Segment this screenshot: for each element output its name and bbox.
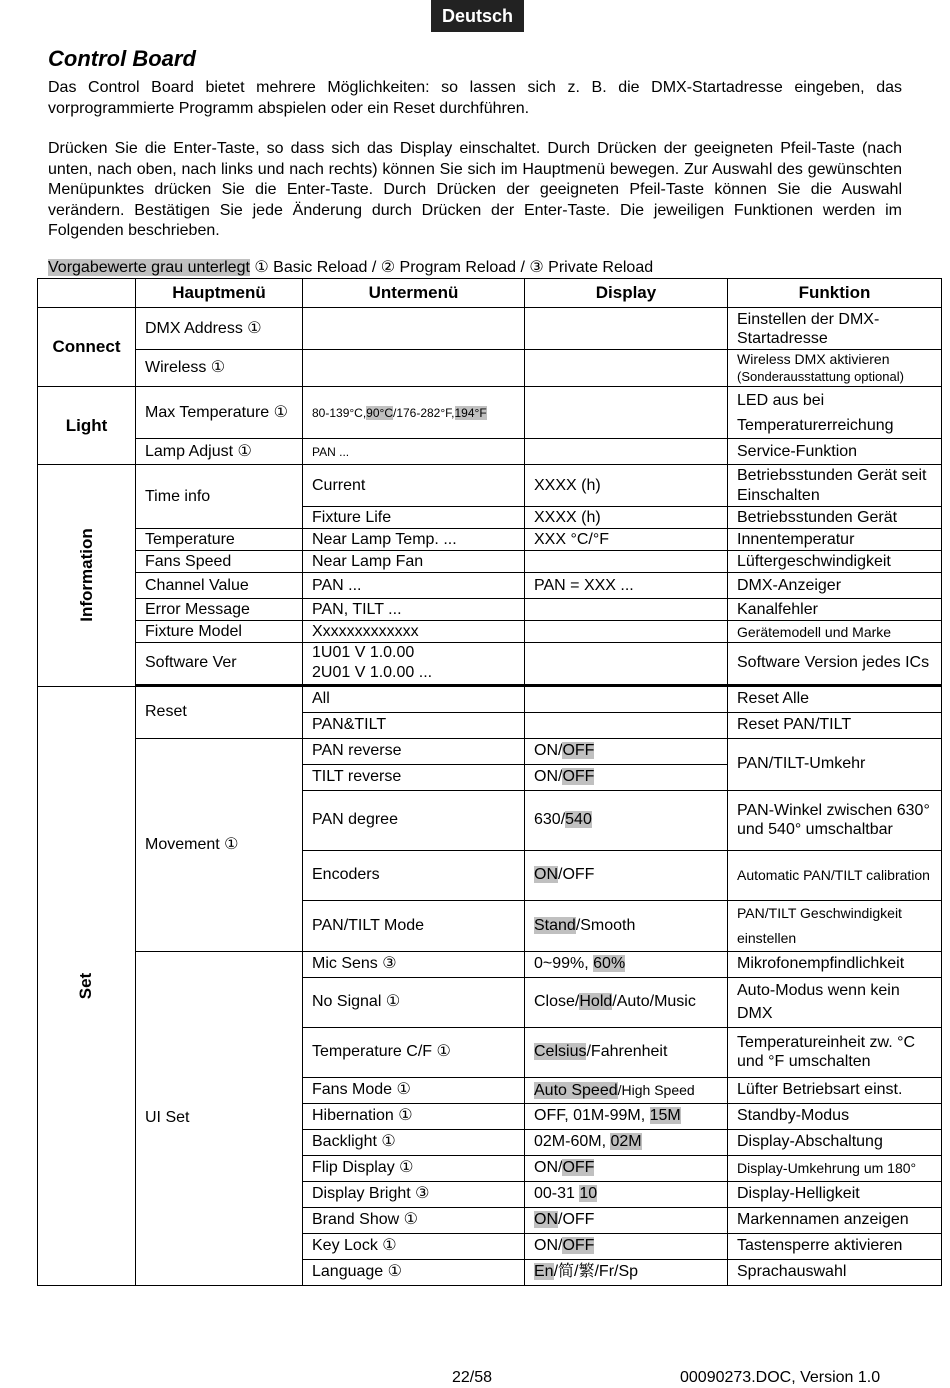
function-cell: Tastensperre aktivieren — [728, 1233, 942, 1259]
submenu-cell: Current — [303, 465, 525, 507]
submenu-cell: PAN, TILT ... — [303, 599, 525, 621]
display-cell: ON/OFF — [525, 738, 728, 764]
display-cell: 02M-60M, 02M — [525, 1129, 728, 1155]
function-cell: Wireless DMX aktivieren (Sonderausstattung optional) — [728, 350, 942, 387]
function-cell: Temperatureinheit zw. °C und °F umschalten — [728, 1027, 942, 1077]
document-version: 00090273.DOC, Version 1.0 — [680, 1369, 881, 1386]
function-cell: PAN/TILT-Umkehr — [728, 738, 942, 790]
menu-item: UI Set — [136, 951, 303, 1285]
display-cell: Stand/Smooth — [525, 900, 728, 951]
display-cell: ON/OFF — [525, 1233, 728, 1259]
display-cell — [525, 350, 728, 387]
table-row — [38, 551, 942, 573]
menu-item: Fixture Model — [136, 621, 303, 643]
display-cell: 0~99%, 60% — [525, 951, 728, 977]
group-connect: Connect — [38, 308, 136, 387]
table-header-row — [38, 279, 942, 308]
submenu-cell: Hibernation ① — [303, 1103, 525, 1129]
table-row — [38, 308, 942, 350]
table-row — [38, 573, 942, 599]
table-row — [38, 387, 942, 439]
submenu-cell: Near Lamp Fan — [303, 551, 525, 573]
table-row — [38, 621, 942, 643]
function-cell: Markennamen anzeigen — [728, 1207, 942, 1233]
function-cell: Sprachauswahl — [728, 1259, 942, 1285]
submenu-cell — [303, 308, 525, 350]
menu-item: Fans Speed — [136, 551, 303, 573]
function-cell: Einstellen der DMX-Startadresse — [728, 308, 942, 350]
header-display: Display — [525, 279, 728, 308]
menu-item: Movement ① — [136, 738, 303, 951]
table-row — [38, 643, 942, 685]
section-title: Control Board — [48, 46, 196, 71]
header-hauptmenu: Hauptmenü — [136, 279, 303, 308]
submenu-cell: Fans Mode ① — [303, 1077, 525, 1103]
menu-item: Reset — [136, 686, 303, 738]
submenu-cell: TILT reverse — [303, 764, 525, 790]
display-cell — [525, 712, 728, 738]
display-cell: 630/540 — [525, 790, 728, 850]
submenu-cell: Encoders — [303, 850, 525, 900]
submenu-cell: Backlight ① — [303, 1129, 525, 1155]
menu-item: Channel Value — [136, 573, 303, 599]
menu-item: DMX Address ① — [136, 308, 303, 350]
group-light: Light — [38, 387, 136, 465]
submenu-cell: No Signal ① — [303, 977, 525, 1027]
submenu-cell — [303, 350, 525, 387]
display-cell: XXXX (h) — [525, 507, 728, 529]
function-cell: Standby-Modus — [728, 1103, 942, 1129]
legend-reload-keys: ① Basic Reload / ② Program Reload / ③ Private Reload — [249, 259, 654, 276]
submenu-cell: All — [303, 686, 525, 712]
display-cell: OFF, 01M-99M, 15M — [525, 1103, 728, 1129]
submenu-cell: PAN degree — [303, 790, 525, 850]
display-cell: ON/OFF — [525, 764, 728, 790]
submenu-cell: Brand Show ① — [303, 1207, 525, 1233]
display-cell — [525, 686, 728, 712]
display-cell: Celsius/Fahrenheit — [525, 1027, 728, 1077]
legend-default-label: Vorgabewerte grau unterlegt — [48, 259, 250, 276]
display-cell: ON/OFF — [525, 1155, 728, 1181]
function-cell: LED aus bei Temperaturerreichung — [728, 387, 942, 439]
legend-line — [48, 257, 653, 277]
menu-item: Software Ver — [136, 643, 303, 685]
group-set: Set — [38, 686, 136, 1285]
submenu-cell: Display Bright ③ — [303, 1181, 525, 1207]
function-cell: Betriebsstunden Gerät — [728, 507, 942, 529]
display-cell — [525, 308, 728, 350]
display-cell — [525, 643, 728, 685]
submenu-cell: Key Lock ① — [303, 1233, 525, 1259]
function-cell: Reset Alle — [728, 686, 942, 712]
submenu-cell: PAN&TILT — [303, 712, 525, 738]
submenu-cell: 1U01 V 1.0.00 2U01 V 1.0.00 ... — [303, 643, 525, 685]
display-cell: 00-31 10 — [525, 1181, 728, 1207]
table-row — [38, 465, 942, 507]
display-cell: ON/OFF — [525, 850, 728, 900]
display-cell: Close/Hold/Auto/Music — [525, 977, 728, 1027]
submenu-cell: PAN ... — [303, 573, 525, 599]
submenu-cell: Mic Sens ③ — [303, 951, 525, 977]
instructions-paragraph: Drücken Sie die Enter-Taste, so dass sich das Display einschaltet. Durch Drücken der geeigneten Pfeil-Taste (nach unten, nach oben, nach links und nach rechts) können Sie sich im Hauptmenü bewegen. Zur Auswahl des gewünschten Menüpunktes drücken Sie die Enter-Taste. Durch Drücken der geeigneten Pfeil-Taste können Sie die Auswahl verändern. Bestätigen Sie jede Änderung durch Drücken der Enter-Taste. Die jeweiligen Funktionen werden im Folgenden beschrieben. — [48, 140, 902, 239]
table-row — [38, 599, 942, 621]
menu-item: Time info — [136, 465, 303, 529]
function-cell: Service-Funktion — [728, 439, 942, 465]
function-cell: Kanalfehler — [728, 599, 942, 621]
function-cell: DMX-Anzeiger — [728, 573, 942, 599]
display-cell — [525, 387, 728, 439]
table-row — [38, 686, 942, 712]
display-cell: ON/OFF — [525, 1207, 728, 1233]
function-cell: Reset PAN/TILT — [728, 712, 942, 738]
function-cell: Lüftergeschwindigkeit — [728, 551, 942, 573]
function-cell: Display-Umkehrung um 180° — [728, 1155, 942, 1181]
function-cell: Auto-Modus wenn kein DMX — [728, 977, 942, 1027]
intro-paragraph: Das Control Board bietet mehrere Möglichkeiten: so lassen sich z. B. die DMX-Startadresse eingeben, das vorprogrammierte Programm abspielen oder ein Reset durchführen. — [48, 79, 902, 117]
function-cell: Betriebsstunden Gerät seit Einschalten — [728, 465, 942, 507]
submenu-cell: 80-139°C,90°C/176-282°F,194°F — [303, 387, 525, 439]
menu-item: Lamp Adjust ① — [136, 439, 303, 465]
display-cell — [525, 439, 728, 465]
header-untermenu: Untermenü — [303, 279, 525, 308]
function-cell: Automatic PAN/TILT calibration — [728, 850, 942, 900]
submenu-cell: Near Lamp Temp. ... — [303, 529, 525, 551]
function-cell: Software Version jedes ICs — [728, 643, 942, 685]
table-row — [38, 439, 942, 465]
header-group — [38, 279, 136, 308]
display-cell — [525, 551, 728, 573]
header-funktion: Funktion — [728, 279, 942, 308]
display-cell — [525, 621, 728, 643]
page-number: 22/58 — [452, 1369, 493, 1386]
function-cell: Display-Helligkeit — [728, 1181, 942, 1207]
table-row — [38, 350, 942, 387]
submenu-cell: Language ① — [303, 1259, 525, 1285]
menu-item: Max Temperature ① — [136, 387, 303, 439]
submenu-cell: PAN/TILT Mode — [303, 900, 525, 951]
table-row — [38, 951, 942, 977]
display-cell: En/简/繁/Fr/Sp — [525, 1259, 728, 1285]
function-cell: PAN/TILT Geschwindigkeit einstellen — [728, 900, 942, 951]
submenu-cell: Fixture Life — [303, 507, 525, 529]
menu-item: Error Message — [136, 599, 303, 621]
function-cell: PAN-Winkel zwischen 630° und 540° umschaltbar — [728, 790, 942, 850]
menu-item: Wireless ① — [136, 350, 303, 387]
menu-item: Temperature — [136, 529, 303, 551]
display-cell: XXXX (h) — [525, 465, 728, 507]
function-cell: Lüfter Betriebsart einst. — [728, 1077, 942, 1103]
submenu-cell: Flip Display ① — [303, 1155, 525, 1181]
menu-table — [37, 278, 942, 1286]
display-cell — [525, 599, 728, 621]
display-cell: XXX °C/°F — [525, 529, 728, 551]
submenu-cell: Temperature C/F ① — [303, 1027, 525, 1077]
function-cell: Mikrofonempfindlichkeit — [728, 951, 942, 977]
table-row — [38, 738, 942, 764]
function-cell: Gerätemodell und Marke — [728, 621, 942, 643]
function-cell: Innentemperatur — [728, 529, 942, 551]
language-tab: Deutsch — [431, 0, 524, 32]
display-cell: PAN = XXX ... — [525, 573, 728, 599]
group-information: Information — [38, 465, 136, 687]
submenu-cell: Xxxxxxxxxxxxx — [303, 621, 525, 643]
submenu-cell: PAN ... — [303, 439, 525, 465]
function-cell: Display-Abschaltung — [728, 1129, 942, 1155]
display-cell: Auto Speed/High Speed — [525, 1077, 728, 1103]
table-row — [38, 529, 942, 551]
submenu-cell: PAN reverse — [303, 738, 525, 764]
